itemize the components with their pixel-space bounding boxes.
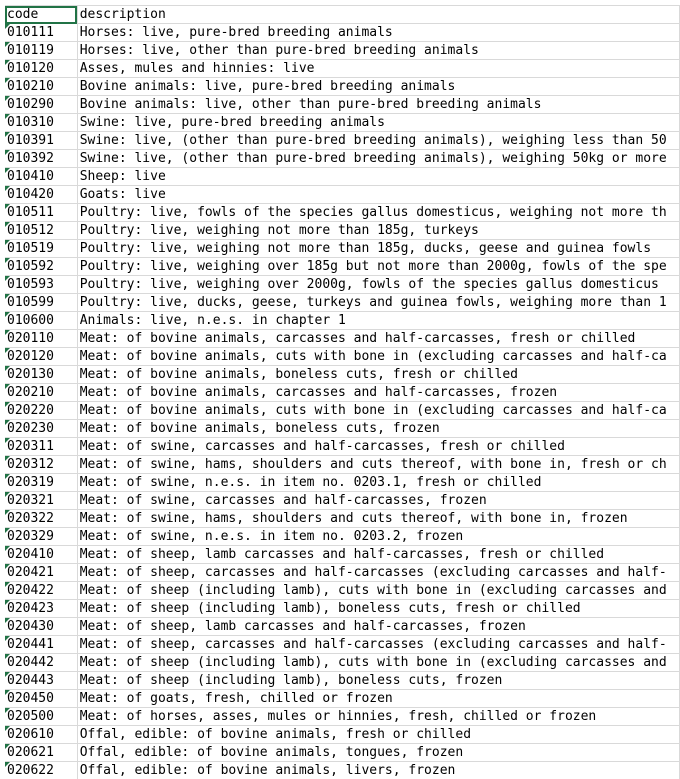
code-cell[interactable] xyxy=(5,42,77,60)
code-value: 010120 xyxy=(7,61,54,76)
number-stored-as-text-indicator-icon xyxy=(5,636,10,641)
code-value: 020422 xyxy=(7,583,54,598)
table-row xyxy=(5,366,680,384)
code-value: 010592 xyxy=(7,259,54,274)
table-row xyxy=(5,96,680,114)
description-cell[interactable]: Sheep: live xyxy=(77,168,679,186)
code-value: 020312 xyxy=(7,457,54,472)
number-stored-as-text-indicator-icon xyxy=(5,600,10,605)
code-value: 010511 xyxy=(7,205,54,220)
code-value: 010512 xyxy=(7,223,54,238)
description-cell[interactable]: Goats: live xyxy=(77,186,679,204)
table-row xyxy=(5,42,680,60)
table-row xyxy=(5,348,680,366)
description-cell[interactable]: Poultry: live, weighing not more than 185g, ducks, geese and guinea fowls xyxy=(77,240,679,258)
code-cell[interactable] xyxy=(5,330,77,348)
code-value: 020110 xyxy=(7,331,54,346)
code-value: 020621 xyxy=(7,745,54,760)
code-value: 010210 xyxy=(7,79,54,94)
number-stored-as-text-indicator-icon xyxy=(5,42,10,47)
description-cell[interactable]: Meat: of swine, hams, shoulders and cuts thereof, with bone in, frozen xyxy=(77,510,679,528)
code-value: 010290 xyxy=(7,97,54,112)
code-cell[interactable] xyxy=(5,564,77,582)
code-value: 010410 xyxy=(7,169,54,184)
table-row xyxy=(5,762,680,779)
code-cell[interactable] xyxy=(5,114,77,132)
number-stored-as-text-indicator-icon xyxy=(5,150,10,155)
code-cell[interactable] xyxy=(5,240,77,258)
number-stored-as-text-indicator-icon xyxy=(5,240,10,245)
table-row xyxy=(5,510,680,528)
number-stored-as-text-indicator-icon xyxy=(5,294,10,299)
number-stored-as-text-indicator-icon xyxy=(5,690,10,695)
number-stored-as-text-indicator-icon xyxy=(5,492,10,497)
code-cell[interactable] xyxy=(5,672,77,690)
table-row xyxy=(5,240,680,258)
description-cell[interactable]: Meat: of swine, n.e.s. in item no. 0203.1, fresh or chilled xyxy=(77,474,679,492)
code-cell[interactable] xyxy=(5,348,77,366)
code-cell[interactable] xyxy=(5,132,77,150)
number-stored-as-text-indicator-icon xyxy=(5,438,10,443)
description-cell[interactable]: Meat: of bovine animals, carcasses and half-carcasses, frozen xyxy=(77,384,679,402)
code-value: 020410 xyxy=(7,547,54,562)
table-row xyxy=(5,492,680,510)
number-stored-as-text-indicator-icon xyxy=(5,618,10,623)
description-cell[interactable]: Meat: of bovine animals, cuts with bone in (excluding carcasses and half-ca xyxy=(77,348,679,366)
code-value: 020321 xyxy=(7,493,54,508)
code-cell[interactable] xyxy=(5,744,77,762)
table-row xyxy=(5,456,680,474)
description-cell[interactable]: Horses: live, other than pure-bred breeding animals xyxy=(77,42,679,60)
description-cell[interactable]: Swine: live, pure-bred breeding animals xyxy=(77,114,679,132)
code-cell[interactable] xyxy=(5,690,77,708)
code-cell[interactable] xyxy=(5,384,77,402)
table-row xyxy=(5,276,680,294)
number-stored-as-text-indicator-icon xyxy=(5,78,10,83)
spreadsheet-grid xyxy=(5,5,680,779)
number-stored-as-text-indicator-icon xyxy=(5,348,10,353)
code-cell[interactable] xyxy=(5,528,77,546)
code-cell[interactable] xyxy=(5,708,77,726)
description-cell[interactable]: Meat: of sheep, lamb carcasses and half-carcasses, fresh or chilled xyxy=(77,546,679,564)
code-value: 020450 xyxy=(7,691,54,706)
code-cell[interactable] xyxy=(5,186,77,204)
number-stored-as-text-indicator-icon xyxy=(5,726,10,731)
description-cell[interactable]: Swine: live, (other than pure-bred breeding animals), weighing less than 50 xyxy=(77,132,679,150)
code-value: 020442 xyxy=(7,655,54,670)
table-row xyxy=(5,672,680,690)
code-cell[interactable] xyxy=(5,582,77,600)
number-stored-as-text-indicator-icon xyxy=(5,402,10,407)
table-row xyxy=(5,420,680,438)
number-stored-as-text-indicator-icon xyxy=(5,186,10,191)
table-row xyxy=(5,438,680,456)
code-value: 010600 xyxy=(7,313,54,328)
table-row xyxy=(5,330,680,348)
description-cell[interactable]: Poultry: live, ducks, geese, turkeys and guinea fowls, weighing more than 1 xyxy=(77,294,679,312)
code-value: 020441 xyxy=(7,637,54,652)
description-cell[interactable]: Meat: of sheep (including lamb), cuts with bone in (excluding carcasses and xyxy=(77,582,679,600)
description-cell[interactable]: Meat: of bovine animals, boneless cuts, frozen xyxy=(77,420,679,438)
code-value: 020329 xyxy=(7,529,54,544)
number-stored-as-text-indicator-icon xyxy=(5,744,10,749)
description-cell[interactable]: Swine: live, (other than pure-bred breeding animals), weighing 50kg or more xyxy=(77,150,679,168)
description-cell[interactable]: Meat: of goats, fresh, chilled or frozen xyxy=(77,690,679,708)
description-cell[interactable]: Meat: of bovine animals, carcasses and half-carcasses, fresh or chilled xyxy=(77,330,679,348)
table-row xyxy=(5,618,680,636)
description-cell[interactable]: Meat: of sheep, carcasses and half-carcasses (excluding carcasses and half- xyxy=(77,564,679,582)
table-row xyxy=(5,546,680,564)
description-cell[interactable]: Meat: of sheep, lamb carcasses and half-carcasses, frozen xyxy=(77,618,679,636)
number-stored-as-text-indicator-icon xyxy=(5,276,10,281)
description-cell[interactable]: Meat: of swine, n.e.s. in item no. 0203.2, frozen xyxy=(77,528,679,546)
header-cell-code[interactable]: code xyxy=(5,6,77,24)
number-stored-as-text-indicator-icon xyxy=(5,762,10,767)
code-cell[interactable] xyxy=(5,168,77,186)
number-stored-as-text-indicator-icon xyxy=(5,384,10,389)
table-row xyxy=(5,600,680,618)
table-row xyxy=(5,150,680,168)
number-stored-as-text-indicator-icon xyxy=(5,96,10,101)
description-cell[interactable]: Asses, mules and hinnies: live xyxy=(77,60,679,78)
header-row xyxy=(5,6,680,24)
description-cell[interactable]: Meat: of sheep (including lamb), cuts with bone in (excluding carcasses and xyxy=(77,654,679,672)
code-value: 010392 xyxy=(7,151,54,166)
table-row xyxy=(5,402,680,420)
code-cell[interactable] xyxy=(5,222,77,240)
table-row xyxy=(5,690,680,708)
table-row xyxy=(5,60,680,78)
code-value: 010519 xyxy=(7,241,54,256)
number-stored-as-text-indicator-icon xyxy=(5,204,10,209)
code-cell[interactable] xyxy=(5,456,77,474)
description-cell[interactable]: Meat: of sheep, carcasses and half-carcasses (excluding carcasses and half- xyxy=(77,636,679,654)
table-row xyxy=(5,654,680,672)
code-cell[interactable] xyxy=(5,276,77,294)
description-cell[interactable]: Poultry: live, fowls of the species gallus domesticus, weighing not more th xyxy=(77,204,679,222)
code-value: 020421 xyxy=(7,565,54,580)
code-cell[interactable] xyxy=(5,60,77,78)
number-stored-as-text-indicator-icon xyxy=(5,366,10,371)
code-cell[interactable] xyxy=(5,492,77,510)
code-value: 020120 xyxy=(7,349,54,364)
number-stored-as-text-indicator-icon xyxy=(5,420,10,425)
number-stored-as-text-indicator-icon xyxy=(5,546,10,551)
header-cell-description[interactable]: description xyxy=(77,6,679,24)
number-stored-as-text-indicator-icon xyxy=(5,60,10,65)
number-stored-as-text-indicator-icon xyxy=(5,672,10,677)
code-cell[interactable] xyxy=(5,258,77,276)
code-cell[interactable] xyxy=(5,420,77,438)
number-stored-as-text-indicator-icon xyxy=(5,168,10,173)
description-cell[interactable]: Poultry: live, weighing over 2000g, fowls of the species gallus domesticus xyxy=(77,276,679,294)
description-cell[interactable]: Meat: of bovine animals, cuts with bone in (excluding carcasses and half-ca xyxy=(77,402,679,420)
code-cell[interactable] xyxy=(5,654,77,672)
table-row xyxy=(5,744,680,762)
table-row xyxy=(5,312,680,330)
code-value: 010391 xyxy=(7,133,54,148)
code-cell[interactable] xyxy=(5,726,77,744)
code-cell[interactable] xyxy=(5,312,77,330)
number-stored-as-text-indicator-icon xyxy=(5,222,10,227)
number-stored-as-text-indicator-icon xyxy=(5,258,10,263)
code-value: 010593 xyxy=(7,277,54,292)
code-cell[interactable] xyxy=(5,438,77,456)
table-row xyxy=(5,636,680,654)
description-cell[interactable]: Meat: of swine, carcasses and half-carcasses, fresh or chilled xyxy=(77,438,679,456)
table-row xyxy=(5,132,680,150)
description-cell[interactable]: Meat: of swine, hams, shoulders and cuts thereof, with bone in, fresh or ch xyxy=(77,456,679,474)
table-row xyxy=(5,258,680,276)
description-cell[interactable]: Bovine animals: live, other than pure-bred breeding animals xyxy=(77,96,679,114)
description-cell[interactable]: Bovine animals: live, pure-bred breeding animals xyxy=(77,78,679,96)
description-cell[interactable]: Meat: of sheep (including lamb), boneless cuts, fresh or chilled xyxy=(77,600,679,618)
code-cell[interactable] xyxy=(5,150,77,168)
table-row xyxy=(5,186,680,204)
code-value: 020220 xyxy=(7,403,54,418)
code-cell[interactable] xyxy=(5,546,77,564)
number-stored-as-text-indicator-icon xyxy=(5,654,10,659)
table-row xyxy=(5,564,680,582)
table-row xyxy=(5,204,680,222)
code-value: 020423 xyxy=(7,601,54,616)
description-cell[interactable]: Meat: of swine, carcasses and half-carcasses, frozen xyxy=(77,492,679,510)
code-cell[interactable] xyxy=(5,474,77,492)
code-cell[interactable] xyxy=(5,402,77,420)
code-value: 020322 xyxy=(7,511,54,526)
table-row xyxy=(5,384,680,402)
number-stored-as-text-indicator-icon xyxy=(5,528,10,533)
code-value: 010111 xyxy=(7,25,54,40)
number-stored-as-text-indicator-icon xyxy=(5,132,10,137)
description-cell[interactable]: Poultry: live, weighing not more than 185g, turkeys xyxy=(77,222,679,240)
code-value: 020311 xyxy=(7,439,54,454)
description-cell[interactable]: Offal, edible: of bovine animals, fresh or chilled xyxy=(77,726,679,744)
code-value: 020130 xyxy=(7,367,54,382)
code-cell[interactable] xyxy=(5,78,77,96)
description-cell[interactable]: Offal, edible: of bovine animals, tongues, frozen xyxy=(77,744,679,762)
description-cell[interactable]: Meat: of horses, asses, mules or hinnies, fresh, chilled or frozen xyxy=(77,708,679,726)
description-cell[interactable]: Horses: live, pure-bred breeding animals xyxy=(77,24,679,42)
code-cell[interactable] xyxy=(5,96,77,114)
number-stored-as-text-indicator-icon xyxy=(5,564,10,569)
table-row xyxy=(5,168,680,186)
code-cell[interactable] xyxy=(5,24,77,42)
table-row xyxy=(5,582,680,600)
description-cell[interactable]: Meat: of sheep (including lamb), boneless cuts, frozen xyxy=(77,672,679,690)
table-row xyxy=(5,114,680,132)
number-stored-as-text-indicator-icon xyxy=(5,330,10,335)
code-cell[interactable] xyxy=(5,618,77,636)
description-cell[interactable]: Animals: live, n.e.s. in chapter 1 xyxy=(77,312,679,330)
table-row xyxy=(5,24,680,42)
table-row xyxy=(5,474,680,492)
number-stored-as-text-indicator-icon xyxy=(5,582,10,587)
code-cell[interactable] xyxy=(5,600,77,618)
code-value: 020319 xyxy=(7,475,54,490)
code-value: 020210 xyxy=(7,385,54,400)
code-cell[interactable] xyxy=(5,204,77,222)
data-table xyxy=(5,5,680,779)
code-value: 020610 xyxy=(7,727,54,742)
number-stored-as-text-indicator-icon xyxy=(5,24,10,29)
code-value: 010310 xyxy=(7,115,54,130)
code-value: 020500 xyxy=(7,709,54,724)
code-cell[interactable] xyxy=(5,636,77,654)
number-stored-as-text-indicator-icon xyxy=(5,312,10,317)
number-stored-as-text-indicator-icon xyxy=(5,474,10,479)
code-value: 020430 xyxy=(7,619,54,634)
code-cell[interactable] xyxy=(5,294,77,312)
table-row xyxy=(5,528,680,546)
code-value: 010119 xyxy=(7,43,54,58)
table-row xyxy=(5,294,680,312)
code-cell[interactable] xyxy=(5,366,77,384)
code-value: 020622 xyxy=(7,763,54,778)
number-stored-as-text-indicator-icon xyxy=(5,510,10,515)
table-row xyxy=(5,78,680,96)
number-stored-as-text-indicator-icon xyxy=(5,456,10,461)
description-cell[interactable]: Meat: of bovine animals, boneless cuts, fresh or chilled xyxy=(77,366,679,384)
number-stored-as-text-indicator-icon xyxy=(5,114,10,119)
number-stored-as-text-indicator-icon xyxy=(5,708,10,713)
code-value: 010420 xyxy=(7,187,54,202)
code-cell[interactable] xyxy=(5,510,77,528)
table-row xyxy=(5,708,680,726)
code-value: 020443 xyxy=(7,673,54,688)
code-value: 010599 xyxy=(7,295,54,310)
table-row xyxy=(5,222,680,240)
description-cell[interactable]: Offal, edible: of bovine animals, livers, frozen xyxy=(77,762,679,779)
code-value: 020230 xyxy=(7,421,54,436)
description-cell[interactable]: Poultry: live, weighing over 185g but not more than 2000g, fowls of the spe xyxy=(77,258,679,276)
code-cell[interactable] xyxy=(5,762,77,779)
table-row xyxy=(5,726,680,744)
